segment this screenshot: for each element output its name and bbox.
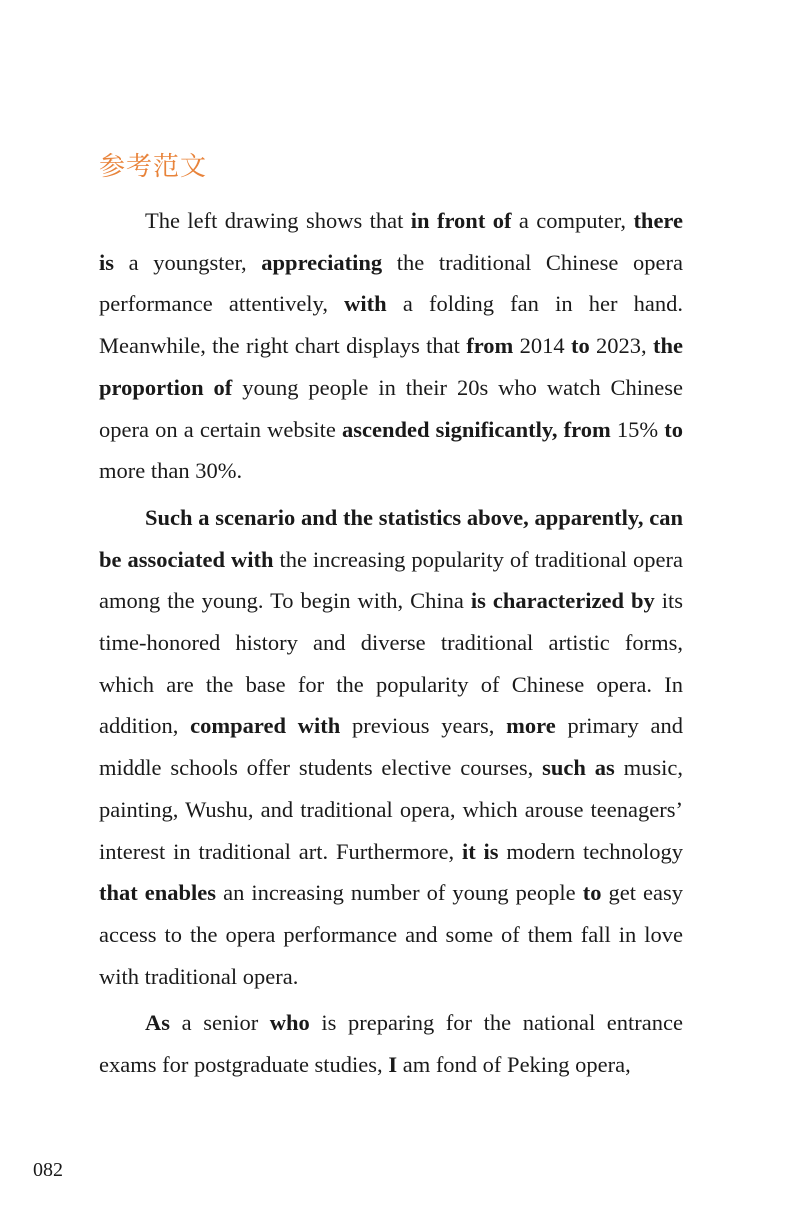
- text-run: get easy access to the opera performance and some of them fall in love with traditional opera.: [99, 880, 683, 989]
- bold-phrase: in front of: [410, 208, 512, 233]
- text-run: the traditional Chinese opera performance attentively,: [99, 249, 683, 317]
- bold-phrase: to: [570, 333, 590, 359]
- bold-phrase: such as: [542, 755, 615, 781]
- text-run: a folding fan in her hand. Meanwhile, the right chart displays that: [99, 291, 683, 359]
- text-run: a youngster,: [114, 249, 262, 275]
- bold-phrase: appreciating: [261, 249, 383, 275]
- bold-phrase: compared with: [190, 713, 341, 739]
- text-run: 15%: [610, 416, 665, 442]
- text-run: music, painting, Wushu, and traditional opera, which arouse teenagers’ interest in traditional art. Furthermore,: [99, 755, 683, 864]
- text-run: young people in their 20s who watch Chinese opera on a certain website: [99, 374, 683, 442]
- paragraph-3: [99, 1002, 683, 1085]
- text-run: modern technology: [498, 838, 683, 864]
- bold-phrase: to: [664, 416, 683, 442]
- text-run: primary and middle schools offer students elective courses,: [99, 713, 683, 781]
- bold-phrase: ascended significantly, from: [342, 416, 611, 442]
- bold-phrase: As: [145, 1010, 171, 1036]
- body-text: [99, 200, 683, 1091]
- text-run: its time-honored history and diverse traditional artistic forms, which are the base for the popularity of Chinese opera. In addition,: [99, 588, 684, 739]
- text-run: more than 30%.: [99, 458, 243, 484]
- bold-phrase: more: [506, 713, 556, 739]
- text-run: a senior: [170, 1010, 270, 1036]
- text-run: am fond of Peking opera,: [397, 1052, 631, 1078]
- text-run: is preparing for the national entrance exams for postgraduate studies,: [99, 1010, 683, 1078]
- text-run: The left drawing shows that: [145, 208, 411, 233]
- bold-phrase: I: [388, 1052, 398, 1078]
- bold-phrase: with: [344, 291, 387, 317]
- bold-phrase: that enables: [99, 880, 217, 906]
- text-run: previous years,: [340, 713, 507, 739]
- bold-phrase: to: [582, 880, 602, 906]
- bold-phrase: there is: [99, 208, 683, 275]
- bold-phrase: it is: [461, 838, 499, 864]
- text-run: 2023,: [589, 333, 653, 359]
- bold-phrase: who: [269, 1010, 310, 1036]
- section-heading: 参考范文: [99, 152, 208, 182]
- bold-phrase: the proportion of: [99, 333, 683, 400]
- paragraph-1: [99, 200, 683, 492]
- bold-phrase: is characterized by: [470, 588, 655, 614]
- paragraph-2: [99, 497, 683, 997]
- text-run: a computer,: [511, 208, 634, 233]
- page-number: 082: [33, 1159, 63, 1181]
- bold-phrase: Such a scenario and the statistics above, apparently, can be associated with: [99, 504, 683, 572]
- bold-phrase: from: [466, 333, 514, 359]
- text-run: the increasing popularity of traditional opera among the young. To begin with, China: [99, 546, 683, 614]
- text-run: an increasing number of young people: [216, 880, 583, 906]
- text-run: 2014: [513, 333, 571, 359]
